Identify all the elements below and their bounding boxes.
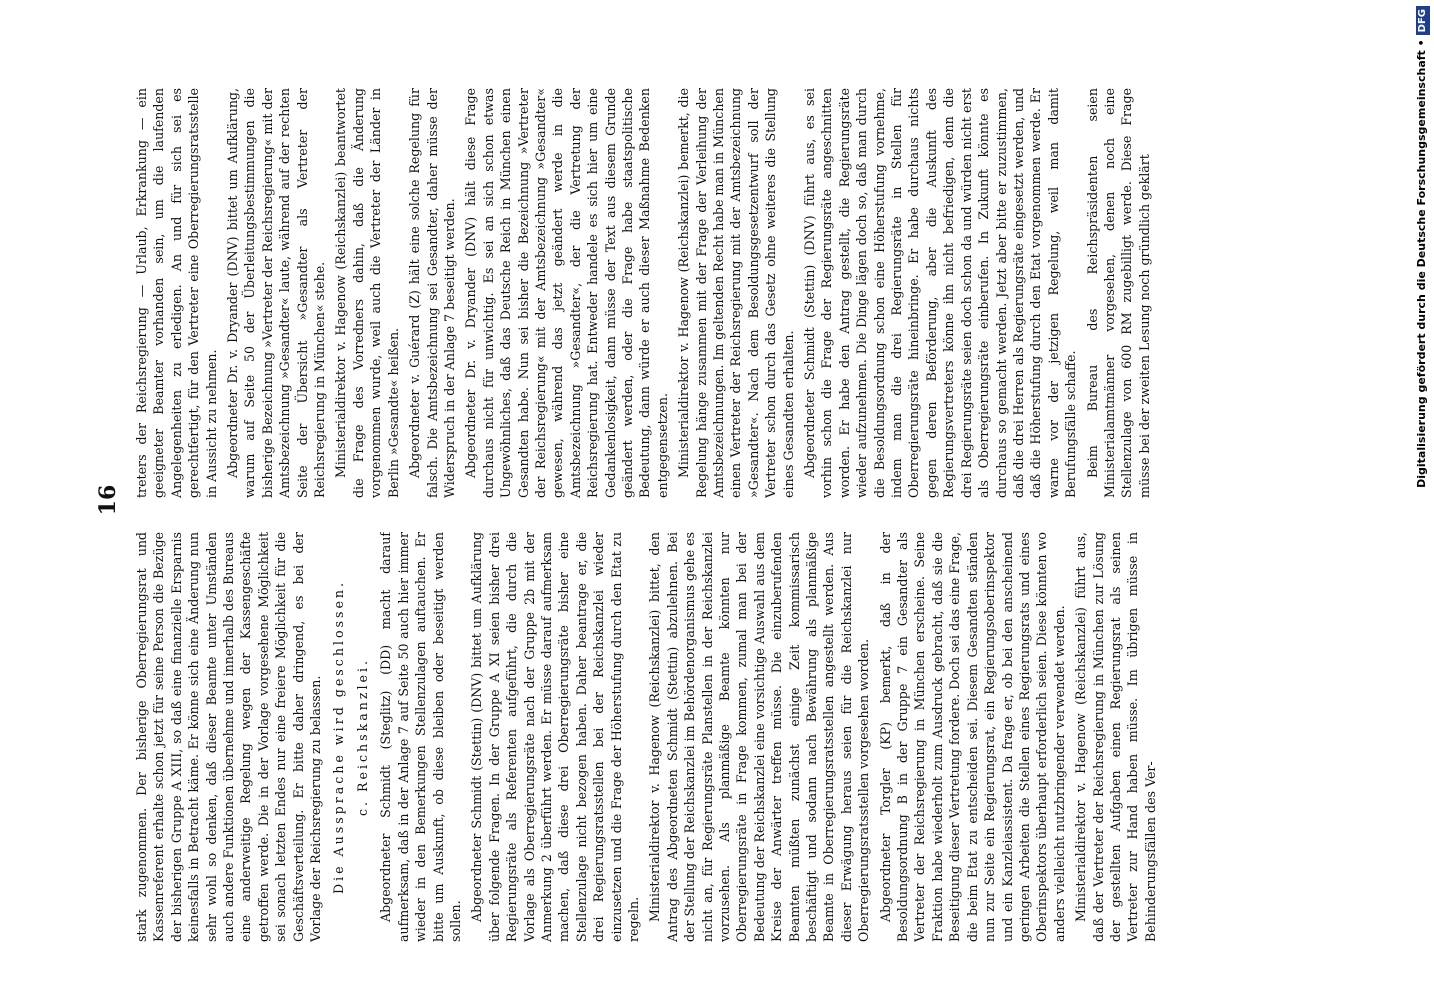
paragraph: Abgeordneter Dr. v. Dryander (DNV) bittet um Aufklärung, warum auf Seite 50 der Überleitungsbestimmungen die bisherige Bezeichnung »Vertreter der Reichsregierung« mit der Amtsbezeichnung »Gesandter« laute, während auf der rechten Seite der Übersicht »Gesandter als Vertreter der Reichsregierung in München« stehe.	[225, 88, 328, 498]
page-number: 16	[95, 484, 121, 516]
paragraph: Abgeordneter v. Guérard (Z) hält eine solche Regelung für falsch. Die Amtsbezeichnung sei Gesandter, daher müsse der Widerspruch in der Anlage 7 beseitigt werden.	[407, 88, 457, 498]
paragraph: Abgeordneter Dr. v. Dryander (DNV) hält diese Frage durchaus nicht für unwichtig. Es sei an sich schon etwas Ungewöhnliches, daß das Deutsche Reich in München einen Gesandten habe. Nun sei bisher die Bezeichnung »Vertreter der Reichsregierung« mit der Amtsbezeichnung »Gesandter« gewesen, während das jetzt geändert werde in die Amtsbezeichnung »Gesandter«, der die Vertretung der Reichsregierung hat. Entweder handele es sich hier um eine Gedankenlosigkeit, dann müsse der Text aus diesem Grunde geändert werden, oder die Frage habe staatspolitische Bedeutung, dann würde er auch dieser Maßnahme Bedenken entgegensetzen.	[463, 88, 670, 498]
paragraph: Abgeordneter Schmidt (Stettin) (DNV) bittet um Aufklärung über folgende Fragen. In der Gruppe A XI seien bisher drei Regierungsräte als Referenten aufgeführt, die durch die Vorlage als Oberregierungsräte nach der Gruppe 2b mit der Anmerkung 2 überführt werden. Er müsse darauf aufmerksam machen, daß diese drei Oberregierungsräte bisher eine Stellenzulage nicht bezogen haben. Daher beantrage er, die drei Regierungsratsstellen bei der Reichskanzlei wieder einzusetzen und die Frage der Höherstufung durch den Etat zu regeln.	[469, 532, 641, 942]
section-heading: c. Reichskanzlei.	[354, 657, 370, 817]
dfg-logo: DFG	[1416, 6, 1430, 35]
paragraph: Ministerialdirektor v. Hagenow (Reichskanzlei) beantwortet die Frage des Vorredners dahin, daß die Änderung vorgenommen wurde, weil auch die Vertreter der Länder in Berlin »Gesandte« heißen.	[333, 88, 401, 498]
digitization-sidebar	[1412, 6, 1432, 996]
paragraph: treters der Reichsregierung — Urlaub, Erkrankung — ein geeigneter Beamter vorhanden sein, um die laufenden Angelegenheiten zu erledigen. An und für sich sei es gerechtfertigt, für den Vertreter eine Oberregierungsratsstelle in Aussicht zu nehmen.	[134, 88, 219, 498]
rotated-page	[95, 50, 1275, 950]
paragraph: Abgeordneter Schmidt (Stettin) (DNV) führt aus, es sei vorhin schon die Frage der Regierungsräte angeschnitten worden. Er habe den Antrag gestellt, die Regierungsräte wieder aufzunehmen. Die Dinge lägen doch so, daß man durch die Besoldungsordnung schon eine Höherstufung vornehme, indem man die drei Regierungsräte in Stellen für Oberregierungsräte hineinbringe. Er habe durchaus nichts gegen deren Beförderung, aber die Auskunft des Regierungsvertreters könne ihn nicht befriedigen, denn die drei Regierungsräte seien doch schon da und würden nicht erst als Oberregierungsräte einberufen. In Zukunft könnte es durchaus so gemacht werden. Jetzt aber bitte er zuzustimmen, daß die drei Herren als Regierungsräte eingesetzt werden, und daß die Höherstufung durch den Etat vorgenommen werde. Er warne vor der jetzigen Regelung, weil man damit Berufungsfälle schaffe.	[802, 88, 1079, 498]
paragraph: Abgeordneter Schmidt (Steglitz) (DD) macht darauf aufmerksam, daß in der Anlage 7 auf Seite 50 auch hier immer wieder in den Bemerkungen Stellenzulagen auftauchen. Er bitte um Auskunft, ob diese bleiben oder beseitigt werden sollen.	[378, 532, 463, 942]
right-column	[133, 88, 1273, 498]
digitization-note: Digitalisierung gefördert durch die Deutsche Forschungsgemeinschaft •	[1415, 39, 1428, 488]
paragraph: Beim Bureau des Reichspräsidenten seien Ministerialamtmänner vorgesehen, denen noch eine Stellenzulage von 600 RM zugebilligt werde. Diese Frage müsse bei der zweiten Lesung noch gründlich geklärt	[1084, 88, 1152, 498]
discussion-closed-line: Die Aussprache wird geschlossen.	[331, 579, 347, 895]
paragraph: stark zugenommen. Der bisherige Oberregierungsrat und Kassenreferent erhalte schon jetzt für seine Person die Bezüge der bisherigen Gruppe A XIII, so daß eine finanzielle Ersparnis keinesfalls in Betracht käme. Er könne sich eine Änderung nun sehr wohl so denken, daß dieser Beamte unter Umständen auch andere Funktionen übernehme und innerhalb des Bureaus eine anderweitige Regelung wegen der Kassengeschäfte getroffen werde. Die in der Vorlage vorgesehene Möglichkeit sei sonach letzten Endes nur eine freiere Möglichkeit für die Geschäftsverteilung. Er bitte daher dringend, es bei der Vorlage der Reichsregierung zu belassen.	[134, 532, 324, 942]
paragraph: Ministerialdirektor v. Hagenow (Reichskanzlei) bemerkt, die Regelung hänge zusammen mit der Frage der Verleihung der Amtsbezeichnungen. Im geltenden Recht habe man in München einen Vertreter der Reichsregierung mit der Amtsbezeichnung »Gesandter«. Nach dem Besoldungsgesetzentwurf soll der Vertreter schon durch das Gesetz ohne weiteres die Stellung eines Gesandten erhalten.	[676, 88, 796, 498]
left-column	[133, 532, 1273, 942]
paragraph: Ministerialdirektor v. Hagenow (Reichskanzlei) bittet, den Antrag des Abgeordneten Schmidt (Stettin) abzulehnen. Bei der Stellung der Reichskanzlei im Behördenorganismus gehe es nicht an, für Regierungsräte Planstellen in der Reichskanzlei vorzusehen. Als planmäßige Beamte könnten nur Oberregierungsräte in Frage kommen, zumal man bei der Bedeutung der Reichskanzlei eine vorsichtige Auswahl aus dem Kreise der Anwärter treffen müsse. Die einzuberufenden Beamten müßten zunächst einige Zeit kommissarisch beschäftigt und sodann nach Bewährung als planmäßige Beamte in Oberregierungsratsstellen angestellt werden. Aus dieser Erwägung heraus seien für die Reichskanzlei nur Oberregierungsratsstellen vorgesehen worden.	[647, 532, 872, 942]
paragraph: Abgeordneter Torgler (KP) bemerkt, daß in der Besoldungsordnung B in der Gruppe 7 ein Gesandter als Vertreter der Reichsregierung in München erscheine. Seine Fraktion habe wiederholt zum Ausdruck gebracht, daß sie die Beseitigung dieser Vertretung fordere. Doch sei das eine Frage, die beim Etat zu entscheiden sei. Diesem Gesandten ständen nun zur Seite ein Regierungsrat, ein Regierungsoberinspektor und ein Kanzleiassistent. Da frage er, ob bei den anscheinend geringen Arbeiten die Stellen eines Regierungsrats und eines Oberinspektors überhaupt erforderlich seien. Diese könnten wo anders vielleicht nutzbringender verwendet werden.	[877, 532, 1067, 942]
paragraph: Ministerialdirektor v. Hagenow (Reichskanzlei) führt aus, daß der Vertreter der Reichsregierung in München zur Lösung der gestellten Aufgaben einen Regierungsrat als seinen Vertreter zur Hand haben müsse. Im übrigen müsse in Behinderungsfällen des Ver-	[1073, 532, 1158, 942]
